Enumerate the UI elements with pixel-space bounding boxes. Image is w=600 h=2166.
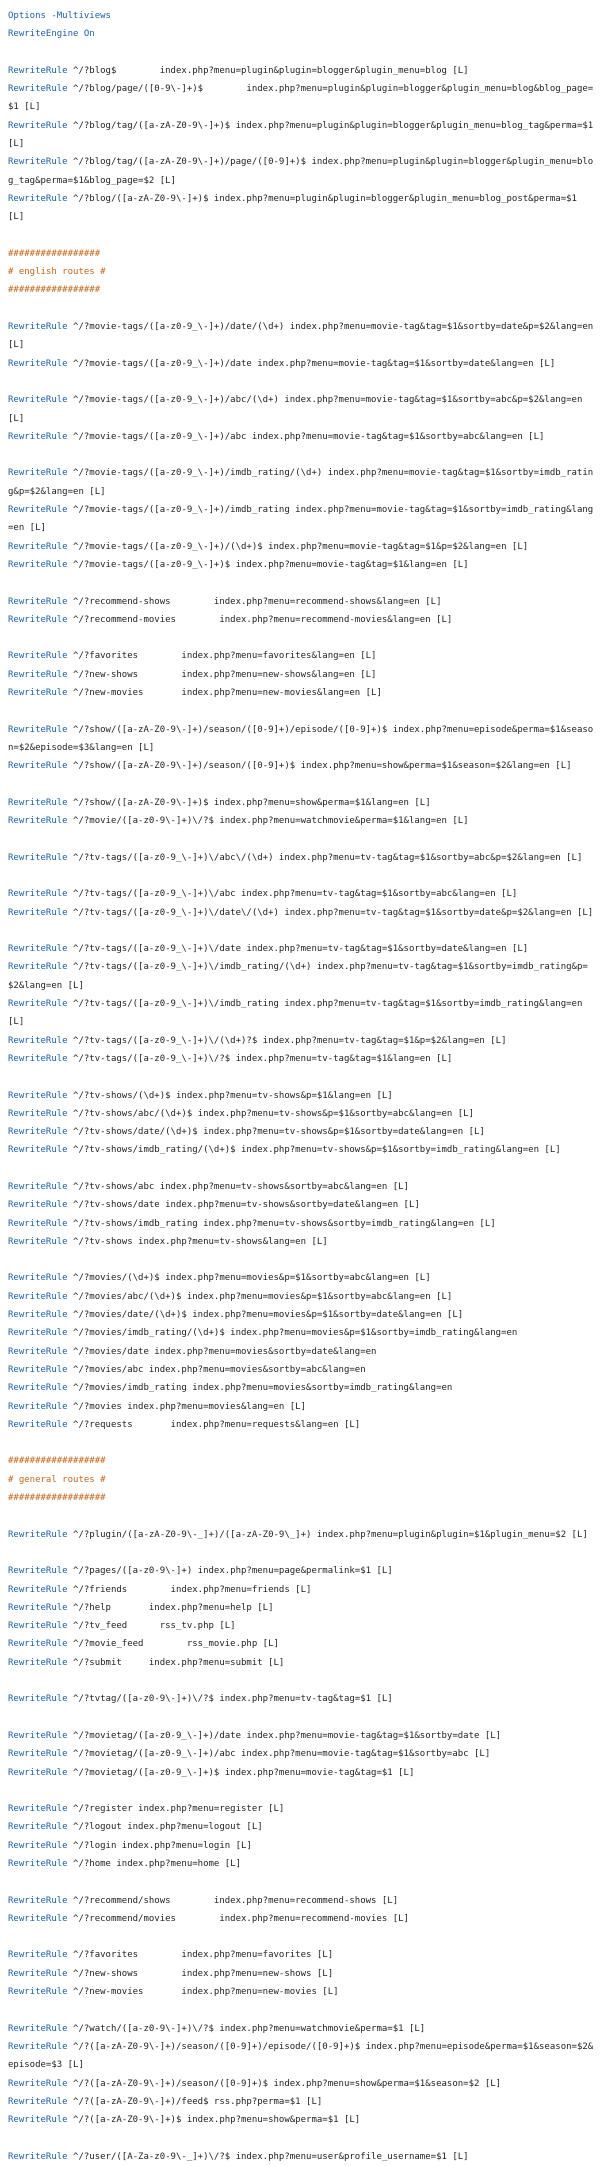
- blank-line: [8, 1672, 596, 1690]
- rewrite-rule-line: [8, 391, 596, 428]
- rewrite-rule-line: [8, 1599, 596, 1617]
- rewrite-rule-keyword: RewriteRule: [8, 1291, 68, 1302]
- rewrite-rule-pattern: ^/?movies/abc/(\d+)$ index.php?menu=movies&p=$1&sortby=abc&lang=en [L]: [67, 1291, 453, 1302]
- rewrite-rule-keyword: RewriteRule: [8, 1858, 68, 1869]
- rewrite-rule-pattern: ^/?movie_feed rss_movie.php [L]: [67, 1639, 279, 1650]
- blank-line: [8, 2001, 596, 2019]
- rewrite-rule-line: [8, 885, 596, 903]
- comment-text: # general routes #: [8, 1474, 106, 1485]
- rewrite-rule-keyword: RewriteRule: [8, 1584, 68, 1595]
- rewrite-rule-keyword: RewriteRule: [8, 1840, 68, 1851]
- rewrite-rule-keyword: RewriteRule: [8, 157, 68, 168]
- rewrite-rule-keyword: RewriteRule: [8, 65, 68, 76]
- rewrite-rule-line: [8, 1946, 596, 1964]
- rewrite-rule-pattern: ^/?tv-shows/abc index.php?menu=tv-shows&sortby=abc&lang=en [L]: [67, 1182, 409, 1192]
- rewrite-rule-line: [8, 940, 596, 958]
- rewrite-rule-line: [8, 1269, 596, 1287]
- rewrite-rule-keyword: RewriteRule: [8, 1127, 68, 1138]
- rewrite-rule-line: [8, 849, 596, 886]
- rewrite-rule-keyword: RewriteRule: [8, 2078, 68, 2089]
- rewrite-rule-pattern: ^/?favorites index.php?menu=favorites&lang=en [L]: [67, 651, 377, 662]
- rewrite-rule-keyword: RewriteRule: [8, 1895, 68, 1906]
- directive-line: [8, 7, 596, 25]
- blank-line: [8, 830, 596, 848]
- comment-text: ##################: [8, 1493, 106, 1504]
- htaccess-code-listing: [8, 7, 599, 2166]
- rewrite-rule-keyword: RewriteRule: [8, 1950, 68, 1961]
- rewrite-rule-line: [8, 1617, 596, 1635]
- rewrite-rule-keyword: RewriteRule: [8, 84, 68, 95]
- rewrite-rule-line: [8, 593, 596, 611]
- rewrite-rule-pattern: ^/?tv-tags/([a-z0-9_\-]+)\/date\/(\d+) index.php?menu=tv-tag&tag=$1&sortby=date&p=$2&lang=en [L]: [67, 907, 594, 918]
- rewrite-rule-pattern: ^/?submit index.php?menu=submit [L]: [67, 1657, 285, 1668]
- rewrite-rule-keyword: RewriteRule: [8, 541, 68, 552]
- rewrite-rule-line: [8, 2020, 596, 2038]
- rewrite-rule-line: [8, 794, 596, 812]
- rewrite-rule-pattern: ^/?movie-tags/([a-z0-9_\-]+)$ index.php?menu=movie-tag&tag=$1&lang=en [L]: [67, 559, 469, 570]
- rewrite-rule-keyword: RewriteRule: [8, 1602, 68, 1613]
- rewrite-rule-pattern: ^/?favorites index.php?menu=favorites [L]: [67, 1950, 334, 1961]
- rewrite-rule-pattern: ^/?movies/date index.php?menu=movies&sortby=date&lang=en: [67, 1346, 377, 1357]
- rewrite-rule-keyword: RewriteRule: [8, 1968, 68, 1979]
- rewrite-rule-keyword: RewriteRule: [8, 2023, 68, 2034]
- rewrite-rule-pattern: ^/?new-shows index.php?menu=new-shows [L]: [67, 1968, 334, 1979]
- rewrite-rule-keyword: RewriteRule: [8, 2096, 68, 2107]
- rewrite-rule-pattern: ^/?movie-tags/([a-z0-9_\-]+)/abc/(\d+) index.php?menu=movie-tag&tag=$1&sortby=abc&p=$2&lang=en [L]: [8, 395, 588, 424]
- rewrite-rule-keyword: RewriteRule: [8, 724, 68, 735]
- comment-text: ##################: [8, 1456, 106, 1467]
- rewrite-rule-pattern: ^/?tv-shows/imdb_rating index.php?menu=tv-shows&sortby=imdb_rating&lang=en [L]: [67, 1218, 496, 1229]
- rewrite-rule-line: [8, 538, 596, 556]
- rewrite-rule-pattern: ^/?blog/tag/([a-zA-Z0-9\-]+)/page/([0-9]+)$ index.php?menu=plugin&plugin=blogger&plugin_menu=blog_tag&perma=$1&blog_page=$2 [L]: [8, 157, 594, 186]
- rewrite-rule-keyword: RewriteRule: [8, 431, 68, 442]
- rewrite-rule-line: [8, 1379, 596, 1397]
- rewrite-rule-pattern: ^/?register index.php?menu=register [L]: [67, 1804, 285, 1815]
- rewrite-rule-line: [8, 1983, 596, 2001]
- rewrite-rule-pattern: ^/?movies/abc index.php?menu=movies&sortby=abc&lang=en: [67, 1364, 366, 1375]
- rewrite-rule-pattern: ^/?tv-shows/imdb_rating/(\d+)$ index.php?menu=tv-shows&p=$1&sortby=imdb_rating&lang=en [L]: [67, 1145, 561, 1156]
- rewrite-rule-keyword: RewriteRule: [8, 1383, 68, 1394]
- rewrite-rule-pattern: ^/?movietag/([a-z0-9_\-]+)/abc index.php?menu=movie-tag&tag=$1&sortby=abc [L]: [67, 1749, 491, 1760]
- rewrite-rule-pattern: ^/?tv-tags/([a-z0-9_\-]+)\/abc\/(\d+) index.php?menu=tv-tag&tag=$1&sortby=abc&p=$2&lang=en [L]: [67, 852, 583, 863]
- comment-text: # english routes #: [8, 267, 106, 278]
- directive-text: RewriteEngine On: [8, 29, 95, 40]
- rewrite-rule-pattern: ^/?movies/imdb_rating/(\d+)$ index.php?menu=movies&p=$1&sortby=imdb_rating&lang=en: [67, 1328, 518, 1339]
- rewrite-rule-pattern: ^/?blog/page/([0-9\-]+)$ index.php?menu=plugin&plugin=blogger&plugin_menu=blog&blog_page=$1 [L]: [8, 84, 594, 113]
- blank-line: [8, 44, 596, 62]
- rewrite-rule-keyword: RewriteRule: [8, 1639, 68, 1650]
- rewrite-rule-keyword: RewriteRule: [8, 1090, 68, 1101]
- rewrite-rule-keyword: RewriteRule: [8, 1529, 68, 1540]
- rewrite-rule-line: [8, 1635, 596, 1653]
- rewrite-rule-keyword: RewriteRule: [8, 1236, 68, 1247]
- rewrite-rule-pattern: ^/?recommend-shows index.php?menu=recommend-shows&lang=en [L]: [67, 596, 442, 607]
- rewrite-rule-line: [8, 1196, 596, 1214]
- rewrite-rule-pattern: ^/?recommend/movies index.php?menu=recommend-movies [L]: [67, 1913, 409, 1924]
- rewrite-rule-keyword: RewriteRule: [8, 797, 68, 808]
- rewrite-rule-keyword: RewriteRule: [8, 944, 68, 955]
- rewrite-rule-pattern: ^/?movie-tags/([a-z0-9_\-]+)/(\d+)$ index.php?menu=movie-tag&tag=$1&p=$2&lang=en [L]: [67, 541, 529, 552]
- rewrite-rule-keyword: RewriteRule: [8, 2115, 68, 2126]
- blank-line: [8, 574, 596, 592]
- rewrite-rule-pattern: ^/?tv-tags/([a-z0-9_\-]+)\/?$ index.php?menu=tv-tag&tag=$1&lang=en [L]: [67, 1053, 453, 1064]
- directive-line: [8, 25, 596, 43]
- rewrite-rule-line: [8, 1123, 596, 1141]
- rewrite-rule-line: [8, 1141, 596, 1178]
- rewrite-rule-pattern: ^/?blog$ index.php?menu=plugin&plugin=blogger&plugin_menu=blog [L]: [67, 65, 469, 76]
- rewrite-rule-line: [8, 1324, 596, 1342]
- rewrite-rule-line: [8, 2148, 596, 2166]
- rewrite-rule-keyword: RewriteRule: [8, 1108, 68, 1119]
- rewrite-rule-keyword: RewriteRule: [8, 1035, 68, 1046]
- rewrite-rule-pattern: ^/?login index.php?menu=login [L]: [67, 1840, 252, 1851]
- rewrite-rule-keyword: RewriteRule: [8, 468, 68, 479]
- comment-line: [8, 1489, 596, 1507]
- rewrite-rule-keyword: RewriteRule: [8, 1200, 68, 1211]
- rewrite-rule-pattern: ^/?([a-zA-Z0-9\-]+)$ index.php?menu=show&perma=$1 [L]: [67, 2115, 361, 2126]
- rewrite-rule-keyword: RewriteRule: [8, 889, 68, 900]
- rewrite-rule-keyword: RewriteRule: [8, 1364, 68, 1375]
- rewrite-rule-pattern: ^/?tv-tags/([a-z0-9_\-]+)\/imdb_rating/(\d+) index.php?menu=tv-tag&tag=$1&sortby=imdb_rating&p=$2&lang=en [L]: [8, 962, 588, 991]
- rewrite-rule-pattern: ^/?([a-zA-Z0-9\-]+)/season/([0-9]+)$ index.php?menu=show&perma=$1&season=$2 [L]: [67, 2078, 502, 2089]
- comment-line: [8, 1471, 596, 1489]
- rewrite-rule-pattern: ^/?tv-shows index.php?menu=tv-shows&lang=en [L]: [67, 1236, 328, 1247]
- rewrite-rule-line: [8, 2093, 596, 2111]
- rewrite-rule-keyword: RewriteRule: [8, 2041, 68, 2052]
- rewrite-rule-pattern: ^/?tv-tags/([a-z0-9_\-]+)\/date index.php?menu=tv-tag&tag=$1&sortby=date&lang=en [L]: [67, 944, 529, 955]
- blank-line: [8, 1873, 596, 1891]
- rewrite-rule-keyword: RewriteRule: [8, 1328, 68, 1339]
- rewrite-rule-line: [8, 1032, 596, 1050]
- rewrite-rule-pattern: ^/?tv-tags/([a-z0-9_\-]+)\/imdb_rating index.php?menu=tv-tag&tag=$1&sortby=imdb_rating&lang=en [L]: [8, 999, 588, 1028]
- rewrite-rule-line: [8, 1690, 596, 1708]
- rewrite-rule-pattern: ^/?([a-zA-Z0-9\-]+)/feed$ rss.php?perma=$1 [L]: [67, 2096, 323, 2107]
- rewrite-rule-pattern: ^/?requests index.php?menu=requests&lang=en [L]: [67, 1419, 361, 1430]
- rewrite-rule-line: [8, 721, 596, 758]
- rewrite-rule-pattern: ^/?new-movies index.php?menu=new-movies&lang=en [L]: [67, 687, 382, 698]
- blank-line: [8, 1251, 596, 1269]
- blank-line: [8, 1068, 596, 1086]
- rewrite-rule-keyword: RewriteRule: [8, 1182, 68, 1192]
- rewrite-rule-pattern: ^/?logout index.php?menu=logout [L]: [67, 1822, 263, 1833]
- rewrite-rule-keyword: RewriteRule: [8, 962, 68, 973]
- blank-line: [8, 2129, 596, 2147]
- rewrite-rule-line: [8, 1233, 596, 1251]
- rewrite-rule-keyword: RewriteRule: [8, 505, 68, 516]
- rewrite-rule-line: [8, 355, 596, 392]
- rewrite-rule-pattern: ^/?new-shows index.php?menu=new-shows&lang=en [L]: [67, 669, 377, 680]
- rewrite-rule-line: [8, 1361, 596, 1379]
- rewrite-rule-pattern: ^/?plugin/([a-zA-Z0-9\-_]+)/([a-zA-Z0-9\_]+) index.php?menu=plugin&plugin=$1&plugin_menu=$2 [L]: [67, 1529, 588, 1540]
- rewrite-rule-line: [8, 117, 599, 154]
- rewrite-rule-line: [8, 1910, 596, 1928]
- rewrite-rule-line: [8, 62, 596, 80]
- comment-line: [8, 1452, 596, 1470]
- rewrite-rule-line: [8, 611, 596, 629]
- rewrite-rule-keyword: RewriteRule: [8, 1767, 68, 1778]
- rewrite-rule-line: [8, 1105, 596, 1123]
- rewrite-rule-keyword: RewriteRule: [8, 596, 68, 607]
- rewrite-rule-line: [8, 1087, 596, 1105]
- comment-line: [8, 281, 596, 299]
- rewrite-rule-pattern: ^/?friends index.php?menu=friends [L]: [67, 1584, 312, 1595]
- rewrite-rule-line: [8, 1288, 596, 1306]
- rewrite-rule-line: [8, 1892, 596, 1910]
- rewrite-rule-keyword: RewriteRule: [8, 193, 68, 204]
- blank-line: [8, 1709, 596, 1727]
- rewrite-rule-keyword: RewriteRule: [8, 559, 68, 570]
- rewrite-rule-keyword: RewriteRule: [8, 1273, 68, 1284]
- rewrite-rule-line: [8, 1855, 596, 1873]
- rewrite-rule-pattern: ^/?home index.php?menu=home [L]: [67, 1858, 241, 1869]
- rewrite-rule-keyword: RewriteRule: [8, 1053, 68, 1064]
- rewrite-rule-line: [8, 812, 596, 830]
- blank-line: [8, 1928, 596, 1946]
- rewrite-rule-pattern: ^/?([a-zA-Z0-9\-]+)/season/([0-9]+)/episode/([0-9]+)$ index.php?menu=episode&perma=$1&season=$2&episode=$3 [L]: [8, 2041, 594, 2071]
- rewrite-rule-keyword: RewriteRule: [8, 999, 68, 1010]
- rewrite-rule-pattern: ^/?movie-tags/([a-z0-9_\-]+)/date/(\d+) index.php?menu=movie-tag&tag=$1&sortby=date&p=$2&lang=en [L]: [8, 322, 599, 351]
- rewrite-rule-line: [8, 464, 596, 501]
- directive-text: Options -Multiviews: [8, 11, 111, 21]
- rewrite-rule-pattern: ^/?movie-tags/([a-z0-9_\-]+)/date index.php?menu=movie-tag&tag=$1&sortby=date&lang=en [L]: [67, 358, 556, 369]
- rewrite-rule-keyword: RewriteRule: [8, 395, 68, 406]
- rewrite-rule-keyword: RewriteRule: [8, 2151, 68, 2162]
- rewrite-rule-keyword: RewriteRule: [8, 1566, 68, 1577]
- rewrite-rule-line: [8, 1764, 596, 1782]
- rewrite-rule-line: [8, 757, 596, 794]
- rewrite-rule-line: [8, 428, 596, 465]
- rewrite-rule-keyword: RewriteRule: [8, 1987, 68, 1998]
- blank-line: [8, 300, 596, 318]
- rewrite-rule-line: [8, 1178, 596, 1196]
- rewrite-rule-keyword: RewriteRule: [8, 687, 68, 698]
- rewrite-rule-keyword: RewriteRule: [8, 761, 68, 772]
- rewrite-rule-keyword: RewriteRule: [8, 1218, 68, 1229]
- rewrite-rule-line: [8, 190, 596, 227]
- rewrite-rule-line: [8, 1416, 596, 1434]
- rewrite-rule-line: [8, 1581, 596, 1599]
- rewrite-rule-keyword: RewriteRule: [8, 322, 68, 333]
- rewrite-rule-line: [8, 1526, 596, 1563]
- rewrite-rule-keyword: RewriteRule: [8, 669, 68, 680]
- comment-text: #################: [8, 285, 101, 296]
- rewrite-rule-line: [8, 318, 599, 355]
- blank-line: [8, 702, 596, 720]
- rewrite-rule-line: [8, 666, 596, 684]
- rewrite-rule-pattern: ^/?tv-shows/abc/(\d+)$ index.php?menu=tv-shows&p=$1&sortby=abc&lang=en [L]: [67, 1108, 474, 1119]
- rewrite-rule-pattern: ^/?show/([a-zA-Z0-9\-]+)/season/([0-9]+)/episode/([0-9]+)$ index.php?menu=episode&perma=$1&season=$2&episode=$3&lang=en [L]: [8, 724, 594, 753]
- rewrite-rule-pattern: ^/?pages/([a-z0-9\-]+) index.php?menu=page&permalink=$1 [L]: [67, 1566, 393, 1577]
- rewrite-rule-keyword: RewriteRule: [8, 1346, 68, 1357]
- rewrite-rule-line: [8, 556, 596, 574]
- rewrite-rule-pattern: ^/?new-movies index.php?menu=new-movies [L]: [67, 1987, 339, 1998]
- rewrite-rule-keyword: RewriteRule: [8, 614, 68, 625]
- blank-line: [8, 227, 596, 245]
- rewrite-rule-line: [8, 1818, 596, 1836]
- rewrite-rule-keyword: RewriteRule: [8, 1657, 68, 1668]
- rewrite-rule-pattern: ^/?tv-tags/([a-z0-9_\-]+)\/abc index.php?menu=tv-tag&tag=$1&sortby=abc&lang=en [L]: [67, 889, 518, 900]
- rewrite-rule-line: [8, 1215, 596, 1233]
- comment-line: [8, 263, 596, 281]
- rewrite-rule-line: [8, 2038, 596, 2075]
- blank-line: [8, 1507, 596, 1525]
- rewrite-rule-line: [8, 1800, 596, 1818]
- rewrite-rule-pattern: ^/?tv-shows/date index.php?menu=tv-shows&sortby=date&lang=en [L]: [67, 1200, 420, 1211]
- rewrite-rule-pattern: ^/?recommend-movies index.php?menu=recommend-movies&lang=en [L]: [67, 614, 453, 625]
- rewrite-rule-pattern: ^/?show/([a-zA-Z0-9\-]+)/season/([0-9]+)$ index.php?menu=show&perma=$1&season=$2&lang=en [L]: [67, 761, 572, 772]
- rewrite-rule-line: [8, 684, 596, 702]
- rewrite-rule-pattern: ^/?movietag/([a-z0-9_\-]+)/date index.php?menu=movie-tag&tag=$1&sortby=date [L]: [67, 1730, 502, 1741]
- rewrite-rule-keyword: RewriteRule: [8, 907, 68, 918]
- blank-line: [8, 1434, 596, 1452]
- blank-line: [8, 1782, 596, 1800]
- rewrite-rule-line: [8, 80, 596, 117]
- rewrite-rule-keyword: RewriteRule: [8, 1822, 68, 1833]
- rewrite-rule-line: [8, 647, 596, 665]
- rewrite-rule-keyword: RewriteRule: [8, 1145, 68, 1156]
- rewrite-rule-pattern: ^/?movies/(\d+)$ index.php?menu=movies&p=$1&sortby=abc&lang=en [L]: [67, 1273, 431, 1284]
- rewrite-rule-line: [8, 153, 596, 190]
- rewrite-rule-line: [8, 1398, 596, 1416]
- rewrite-rule-line: [8, 1562, 596, 1580]
- rewrite-rule-pattern: ^/?movies/date/(\d+)$ index.php?menu=movies&p=$1&sortby=date&lang=en [L]: [67, 1310, 464, 1321]
- rewrite-rule-line: [8, 501, 596, 538]
- rewrite-rule-pattern: ^/?recommend/shows index.php?menu=recommend-shows [L]: [67, 1895, 399, 1906]
- rewrite-rule-pattern: ^/?movie-tags/([a-z0-9_\-]+)/imdb_rating/(\d+) index.php?menu=movie-tag&tag=$1&sortby=imdb_rating&p=$2&lang=en [L]: [8, 468, 594, 497]
- rewrite-rule-line: [8, 2111, 596, 2129]
- rewrite-rule-keyword: RewriteRule: [8, 1804, 68, 1815]
- rewrite-rule-line: [8, 1727, 596, 1745]
- rewrite-rule-pattern: ^/?tv-shows/(\d+)$ index.php?menu=tv-shows&p=$1&lang=en [L]: [67, 1090, 393, 1101]
- rewrite-rule-pattern: ^/?movie-tags/([a-z0-9_\-]+)/imdb_rating index.php?menu=movie-tag&tag=$1&sortby=imdb_rating&lang=en [L]: [8, 505, 594, 534]
- rewrite-rule-keyword: RewriteRule: [8, 852, 68, 863]
- blank-line: [8, 629, 596, 647]
- rewrite-rule-line: [8, 904, 596, 941]
- rewrite-rule-pattern: ^/?show/([a-zA-Z0-9\-]+)$ index.php?menu=show&perma=$1&lang=en [L]: [67, 797, 431, 808]
- rewrite-rule-keyword: RewriteRule: [8, 1310, 68, 1321]
- rewrite-rule-keyword: RewriteRule: [8, 1730, 68, 1741]
- rewrite-rule-line: [8, 2075, 596, 2093]
- rewrite-rule-line: [8, 995, 596, 1032]
- rewrite-rule-keyword: RewriteRule: [8, 816, 68, 827]
- rewrite-rule-pattern: ^/?blog/tag/([a-zA-Z0-9\-]+)$ index.php?menu=plugin&plugin=blogger&plugin_menu=blog_tag&perma=$1 [L]: [8, 120, 599, 150]
- rewrite-rule-keyword: RewriteRule: [8, 1419, 68, 1430]
- rewrite-rule-keyword: RewriteRule: [8, 1913, 68, 1924]
- rewrite-rule-pattern: ^/?tvtag/([a-z0-9\-]+)\/?$ index.php?menu=tv-tag&tag=$1 [L]: [67, 1694, 393, 1705]
- rewrite-rule-pattern: ^/?movie-tags/([a-z0-9_\-]+)/abc index.php?menu=movie-tag&tag=$1&sortby=abc&lang=en [L]: [67, 431, 545, 442]
- rewrite-rule-pattern: ^/?movies index.php?menu=movies&lang=en [L]: [67, 1401, 307, 1412]
- rewrite-rule-line: [8, 1745, 596, 1763]
- rewrite-rule-pattern: ^/?watch/([a-z0-9\-]+)\/?$ index.php?menu=watchmovie&perma=$1 [L]: [67, 2023, 426, 2034]
- rewrite-rule-pattern: ^/?tv-tags/([a-z0-9_\-]+)\/(\d+)?$ index.php?menu=tv-tag&tag=$1&p=$2&lang=en [L]: [67, 1035, 507, 1046]
- rewrite-rule-keyword: RewriteRule: [8, 1401, 68, 1412]
- rewrite-rule-line: [8, 1654, 596, 1672]
- rewrite-rule-line: [8, 1343, 596, 1361]
- rewrite-rule-keyword: RewriteRule: [8, 1694, 68, 1705]
- rewrite-rule-pattern: ^/?tv_feed rss_tv.php [L]: [67, 1621, 236, 1632]
- rewrite-rule-pattern: ^/?help index.php?menu=help [L]: [67, 1602, 274, 1613]
- rewrite-rule-line: [8, 1965, 596, 1983]
- rewrite-rule-keyword: RewriteRule: [8, 358, 68, 369]
- rewrite-rule-pattern: ^/?tv-shows/date/(\d+)$ index.php?menu=tv-shows&p=$1&sortby=date&lang=en [L]: [67, 1127, 485, 1138]
- rewrite-rule-pattern: ^/?movietag/([a-z0-9_\-]+)$ index.php?menu=movie-tag&tag=$1 [L]: [67, 1767, 415, 1778]
- rewrite-rule-pattern: ^/?movies/imdb_rating index.php?menu=movies&sortby=imdb_rating&lang=en: [67, 1383, 453, 1394]
- rewrite-rule-keyword: RewriteRule: [8, 1749, 68, 1760]
- rewrite-rule-line: [8, 1306, 596, 1324]
- rewrite-rule-line: [8, 1050, 596, 1068]
- rewrite-rule-line: [8, 958, 596, 995]
- rewrite-rule-line: [8, 1837, 596, 1855]
- rewrite-rule-pattern: ^/?user/([A-Za-z0-9\-_]+)\/?$ index.php?menu=user&profile_username=$1 [L]: [67, 2151, 469, 2162]
- comment-text: #################: [8, 248, 101, 259]
- rewrite-rule-pattern: ^/?movie/([a-z0-9\-]+)\/?$ index.php?menu=watchmovie&perma=$1&lang=en [L]: [67, 816, 469, 827]
- comment-line: [8, 245, 596, 263]
- rewrite-rule-keyword: RewriteRule: [8, 651, 68, 662]
- rewrite-rule-keyword: RewriteRule: [8, 1621, 68, 1632]
- rewrite-rule-pattern: ^/?blog/([a-zA-Z0-9\-]+)$ index.php?menu=plugin&plugin=blogger&plugin_menu=blog_post&perma=$1 [L]: [8, 193, 583, 223]
- rewrite-rule-keyword: RewriteRule: [8, 120, 68, 131]
